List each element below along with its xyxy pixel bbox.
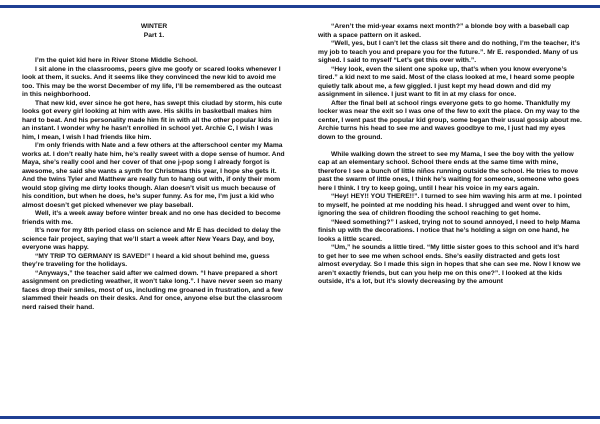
paragraph: “Well, yes, but I can’t let the class sit there and do nothing, I’m the teacher, it’s my job to teach you and prepare you for the future.”. Mr E. responded. Many of us sighed. I said to myself “Let’s get this over with.”.	[318, 40, 580, 64]
left-column	[22, 23, 286, 312]
bottom-border-rule	[0, 416, 600, 419]
paragraph: I sit alone in the classrooms, peers give me goofy or scared looks whenever I look at them, it sucks. And it seems like they convinced the new kid to avoid me too. This may be the worst December of my life, I’ll be remembered as the outcast in this neighborhood.	[22, 65, 282, 98]
spacer	[318, 142, 582, 151]
paragraph: I’m the quiet kid here in River Stone Middle School.	[35, 57, 198, 64]
paragraph: “Hey! HEY!! YOU THERE!!”. I turned to see him waving his arm at me. I pointed to myself, he pointed at me nodding his head. I shrugged and went over to him, ignoring the sea of children flooding the school reaching to get home.	[318, 193, 582, 217]
spacer	[22, 40, 286, 49]
paragraph: I’m only friends with Nate and a few others at the afterschool center my Mama works at. I don’t really hate him, he’s really sweet with a dope sense of humor. And Maya, she’s really cool and her cover of that one j-pop song I already forgot is awesome, she said she wants a synth for Christmas this year, I hope she gets it. And the twins Tyler and Matthew are really fun to hang out with, if only their mom would stop giving me dirty looks though. Alan doesn’t visit us much because of his condition, but when he does, he’s super funny. As for me, I’m just a kid who almost doesn’t get picked whenever we play baseball.	[22, 142, 285, 209]
top-border-rule	[0, 5, 600, 8]
paragraph: Well, it’s a week away before winter break and no one has decided to become friends with me.	[22, 210, 281, 226]
paragraph: “Need something?” I asked, trying not to sound annoyed, I need to help Mama finish up with the decorations. I notice that he’s holding a sign on one hand, he looks a little scared.	[318, 218, 580, 243]
paragraph: While walking down the street to see my Mama, I see the boy with the yellow cap at an elementary school. School there ends at the same time with mine, therefore I see a bunch of little niños running outside the school. He tries to move past the swarm of little ones, I think he’s waiting for someone, someone who goes here I think. I try to keep going, until I hear his voice in my ears again.	[318, 150, 579, 192]
paragraph: That new kid, ever since he got here, has swept this ciudad by storm, his cute looks got every girl looking at him with awe. His skills in basketball makes him hard to beat. And his personality made him fit in with all the other popular kids in an instant. I wonder why he hasn’t enrolled in school yet. Archie C, I wish I was him, I mean, I wish I had friends like him.	[22, 99, 283, 141]
spacer	[22, 49, 286, 58]
paragraph: “Aren’t the mid-year exams next month?” a blonde boy with a baseball cap with a space pattern on it asked.	[318, 23, 570, 39]
paragraph: After the final bell at school rings everyone gets to go home. Thankfully my locker was near the exit so I was one of the few to exit the place. On my way to the center, I went past the popular kid group, some began their usual gossip about me. Archie turns his head to see me and waves goodbye to me, I just had my eyes down to the ground.	[318, 99, 582, 141]
title-part: Part 1.	[143, 31, 165, 39]
paragraph: “Hey look, even the silent one spoke up, that’s when you know everyone’s tired.” a kid next to me said. Most of the class looked at me, I heard some people quietly talk about me, a few giggled. I just kept my head down and did my assignment in silence. I just want to fit in at my class for once.	[318, 65, 575, 98]
paragraph: “MY TRIP TO GERMANY IS SAVED!” I heard a kid shout behind me, guess they’re traveling for the holidays.	[22, 252, 270, 268]
right-column	[318, 23, 582, 287]
paragraph: “Um,” he sounds a little tired. “My little sister goes to this school and it’s hard to get her to see me when school ends. She’s easily distracted and gets lost almost everyday. So I made this sign in hopes that she can see me. Now I know we aren’t exactly friends, but can you help me on this one?”. I looked at the kids outside, it’s a lot, but it’s slowly decreasing by the amount	[318, 244, 581, 285]
paragraph: It’s now for my 8th period class on science and Mr E has decided to delay the science fair project, saying that we’ll start a week after New Years Day, and boy, everyone was happy.	[22, 227, 281, 251]
paragraph: “Anyways,” the teacher said after we calmed down. “I have prepared a short assignment on predicting weather, it won’t take long.”. I have never seen so many faces drop their smiles, most of us, including me groaned in frustration, and a few slammed their heads on their desks. And for once, anyone else but the classroom nerd raised their hand.	[22, 269, 283, 311]
title-winter: WINTER	[140, 23, 168, 30]
